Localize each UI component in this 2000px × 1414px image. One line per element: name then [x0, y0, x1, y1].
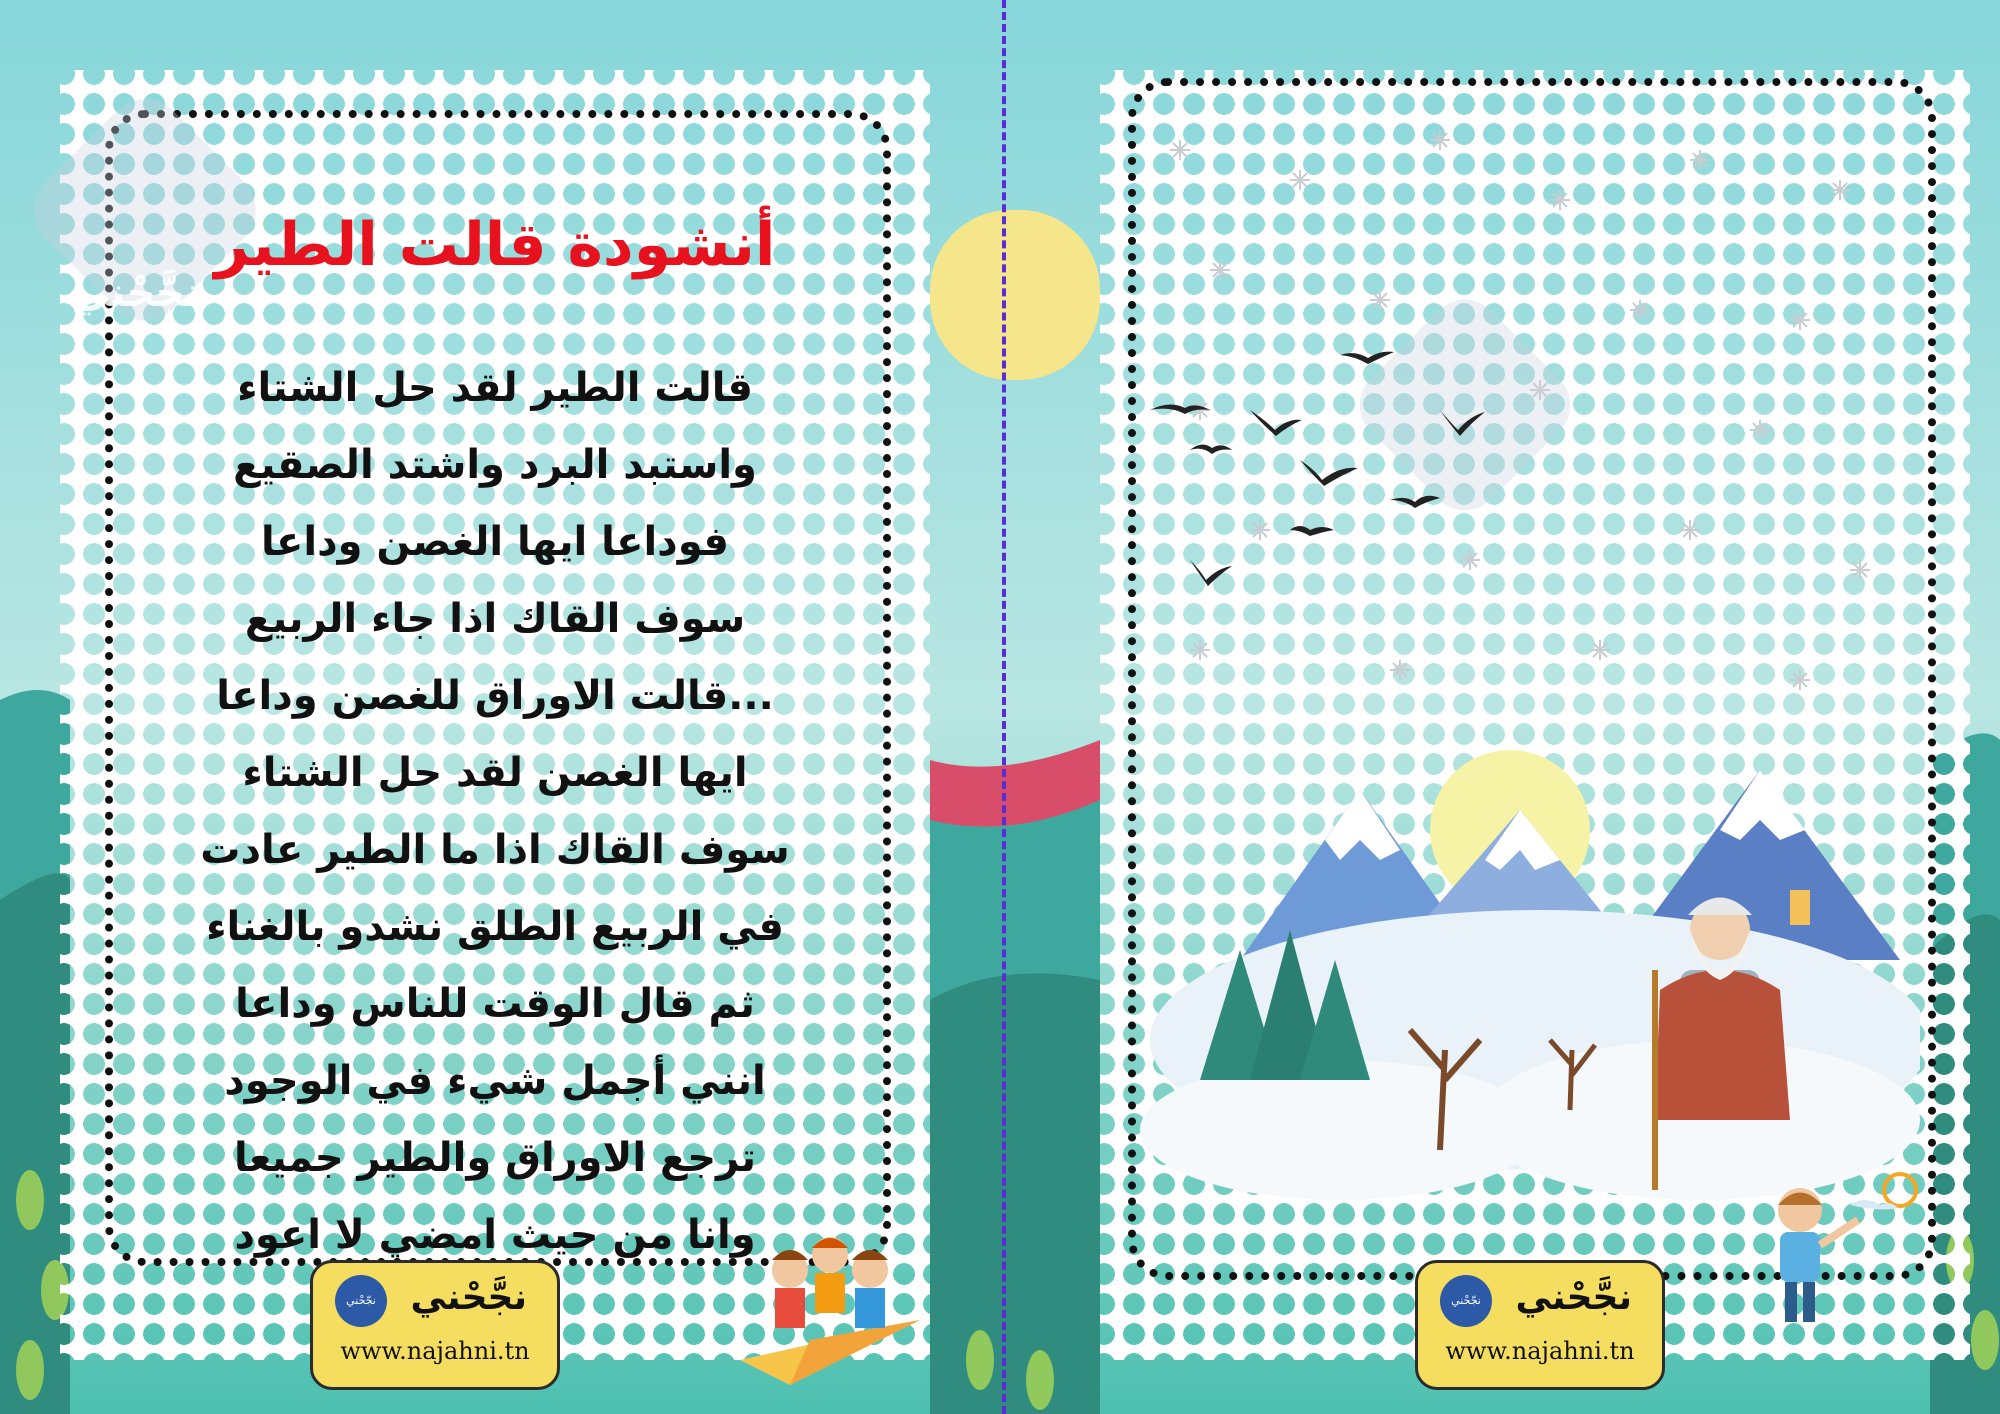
- page-divider: [1002, 0, 1006, 1414]
- watermark-text: نجَّحْني: [70, 270, 200, 316]
- brand-box: [310, 1260, 560, 1390]
- poem-line: ...قالت الاوراق للغصن وداعا: [216, 673, 774, 719]
- poem-body: [170, 350, 820, 1274]
- child-illustration: [1740, 1150, 1940, 1330]
- poem-title: أنشودة قالت الطير: [214, 210, 776, 280]
- poem-line: في الربيع الطلق نشدو بالغناء: [206, 904, 784, 950]
- brand-url[interactable]: www.najahni.tn: [1445, 1337, 1635, 1365]
- poem-line: قالت الطير لقد حل الشتاء: [237, 365, 753, 411]
- poem-line: انني أجمل شيء في الوجود: [224, 1058, 766, 1104]
- kids-paper-plane-illustration: [730, 1210, 930, 1390]
- poem-line: سوف القاك اذا ما الطير عادت: [200, 827, 790, 873]
- brand-logo-icon: نجّحْني: [335, 1275, 387, 1327]
- right-page: [1100, 70, 1970, 1365]
- poem-line: سوف القاك اذا جاء الربيع: [244, 596, 746, 642]
- brand-name: نجَّحْني: [410, 1277, 527, 1318]
- winter-illustration: [1140, 90, 1920, 1250]
- poem-line: وانا من حيث امضي لا اعود: [234, 1212, 756, 1258]
- brand-box: [1415, 1260, 1665, 1390]
- brand-logo-icon: نجّحْني: [1440, 1275, 1492, 1327]
- poem-line: واستبد البرد واشتد الصقيع: [233, 442, 757, 488]
- brand-url[interactable]: www.najahni.tn: [340, 1337, 530, 1365]
- poem-line: ترجع الاوراق والطير جميعا: [233, 1135, 757, 1181]
- poem-line: ثم قال الوقت للناس وداعا: [235, 981, 755, 1027]
- brand-name: نجَّحْني: [1515, 1277, 1632, 1318]
- poem-line: ايها الغصن لقد حل الشتاء: [242, 750, 748, 796]
- left-page: [60, 70, 930, 1365]
- poem-line: فوداعا ايها الغصن وداعا: [261, 519, 729, 565]
